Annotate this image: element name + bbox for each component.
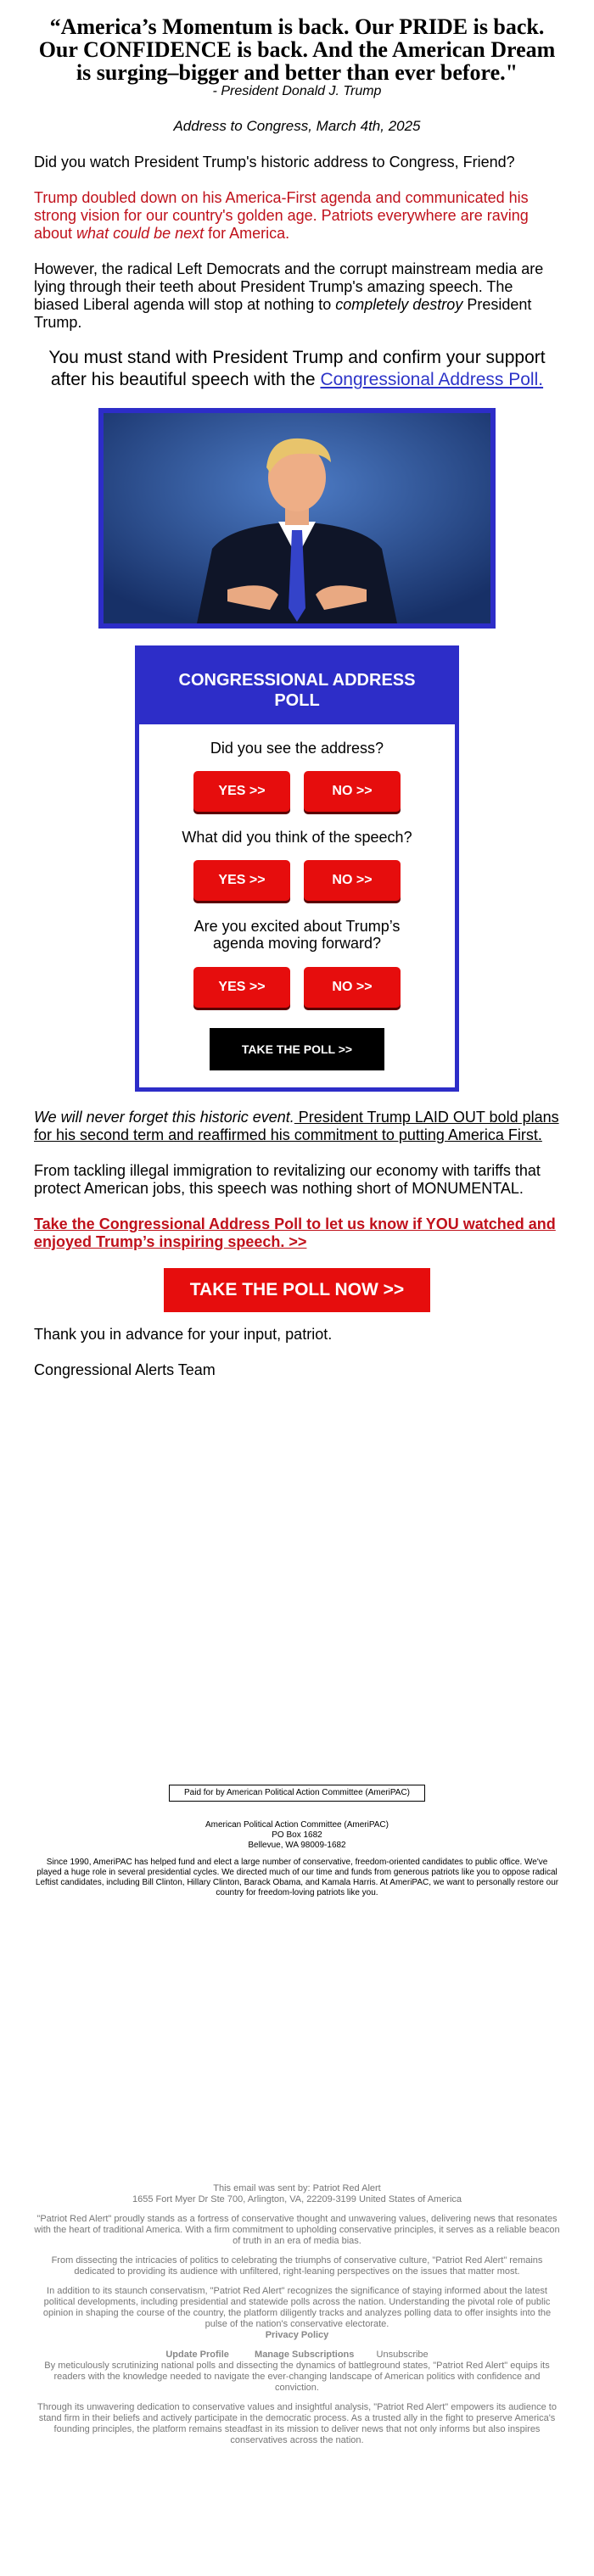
pac-about: Since 1990, AmeriPAC has helped fund and elect a large number of conservative, freedom-oriented candidates to public office. We've played a huge role in several presidential cycles. We directed much of our time and funds from generous patriots like you to oppose radical Leftist candidates, including Bill Clinton, Hillary Clinton, Barack Obama, and Kamala Harris. At AmeriPAC, we want to personally restore our country for freedom-loving patriots like you.	[35, 1858, 559, 1897]
paid-for-box: Paid for by American Political Action Committee (AmeriPAC)	[169, 1785, 425, 1802]
historic-paragraph	[34, 1109, 560, 1144]
agenda-emphasis: what could be next	[76, 225, 205, 242]
trump-photo-illustration	[104, 413, 490, 623]
support-text: You must stand with President Trump and confirm your support after his beautiful speech with the	[48, 348, 546, 389]
q3-yes-button[interactable]: YES >>	[193, 967, 290, 1008]
footer-about-4: By meticulously scrutinizing national polls and dissecting the dynamics of battleground states, "Patriot Red Alert" equips its readers with the knowledge needed to navigate the ever-changing landscape of American politics with confidence and conviction.	[44, 2361, 550, 2393]
poll-cta-link[interactable]: Take the Congressional Address Poll to let us know if YOU watched and enjoyed Trump’s inspiring speech. >>	[34, 1215, 556, 1250]
media-paragraph	[34, 260, 560, 332]
take-poll-button[interactable]: TAKE THE POLL >>	[210, 1028, 384, 1070]
footer-about-2: From dissecting the intricacies of politics to celebrating the triumphs of conservative culture, "Patriot Red Alert" remains dedicated to providing its audience with unfiltered, right-leaning perspectives on the issues that matter most.	[51, 2255, 543, 2277]
agenda-paragraph	[34, 189, 560, 243]
poll-question-2: What did you think of the speech?	[182, 829, 412, 846]
poll-question-3: Are you excited about Trump’s agenda moving forward?	[193, 918, 401, 952]
trump-photo[interactable]	[98, 408, 496, 629]
footer-links-row	[34, 2350, 560, 2361]
intro-paragraph: Did you watch President Trump's historic address to Congress, Friend?	[34, 154, 515, 170]
historic-emphasis: We will never forget this historic event.	[34, 1109, 294, 1126]
pac-org: American Political Action Committee (AmeriPAC)	[205, 1820, 389, 1830]
poll-question-1: Did you see the address?	[210, 740, 384, 757]
thank-you-text: Thank you in advance for your input, patriot.	[34, 1326, 333, 1343]
poll-box	[135, 645, 459, 1092]
quote-attribution: - President Donald J. Trump	[212, 84, 382, 98]
media-emphasis: completely destroy	[335, 296, 463, 313]
q2-yes-button[interactable]: YES >>	[193, 860, 290, 901]
q1-no-button[interactable]: NO >>	[304, 771, 401, 812]
q3-no-button[interactable]: NO >>	[304, 967, 401, 1008]
media-text-end: President Trump.	[34, 296, 532, 331]
unsubscribe-link[interactable]: Unsubscribe	[376, 2350, 429, 2360]
footer-about-1: "Patriot Red Alert" proudly stands as a fortress of conservative thought and unwavering values, delivering news that resonates with the heart of traditional America. With a firm commitment to upholding conservative principles, it serves as a reliable beacon of truth in an era of media bias.	[34, 2214, 560, 2246]
poll-link[interactable]: Congressional Address Poll.	[320, 370, 544, 389]
monumental-paragraph: From tackling illegal immigration to revitalizing our economy with tariffs that protect American jobs, this speech was nothing short of MONUMENTAL.	[34, 1162, 541, 1197]
manage-subscriptions-link[interactable]: Manage Subscriptions	[255, 2350, 355, 2360]
footer-address: 1655 Fort Myer Dr Ste 700, Arlington, VA, 22209-3199 United States of America	[132, 2194, 462, 2204]
poll-title: CONGRESSIONAL ADDRESS POLL	[139, 650, 455, 724]
q1-yes-button[interactable]: YES >>	[193, 771, 290, 812]
media-text: However, the radical Left Democrats and the corrupt mainstream media are lying through their teeth about President Trump's amazing speech. The biased Liberal agenda will stop at nothing to	[34, 260, 544, 313]
email-content	[34, 15, 560, 2446]
signature: Congressional Alerts Team	[34, 1361, 216, 1378]
address-date-line: Address to Congress, March 4th, 2025	[173, 118, 421, 134]
privacy-policy-link[interactable]: Privacy Policy	[265, 2330, 329, 2340]
historic-underlined: President Trump LAID OUT bold plans for his second term and reaffirmed his commitment to putting America First.	[34, 1109, 559, 1143]
agenda-text-end: for America.	[204, 225, 290, 242]
pac-box: PO Box 1682	[272, 1830, 322, 1840]
footer-sent-by: This email was sent by: Patriot Red Alert	[213, 2183, 381, 2193]
take-poll-now-button[interactable]: TAKE THE POLL NOW >>	[164, 1268, 430, 1312]
agenda-text: Trump doubled down on his America-First agenda and communicated his strong vision for our country's golden age. Patriots everywhere are raving about	[34, 189, 529, 242]
support-paragraph	[34, 347, 560, 391]
pac-city: Bellevue, WA 98009-1682	[248, 1841, 346, 1850]
update-profile-link[interactable]: Update Profile	[165, 2350, 229, 2360]
footer-privacy-row	[34, 2330, 560, 2341]
footer-about-5: Through its unwavering dedication to conservative values and insightful analysis, "Patriot Red Alert" empowers its audience to stand firm in their beliefs and actively participate in the democratic process. As a trusted ally in the fight to preserve America's founding principles, the platform remains steadfast in its mission to deliver news that not only informs but also inspires conservatives across the nation.	[37, 2402, 557, 2445]
headline-quote: “America’s Momentum is back. Our PRIDE is back. Our CONFIDENCE is back. And the American Dream is surging–bigger and better than ever before."	[38, 14, 556, 85]
footer-about-3: In addition to its staunch conservatism, "Patriot Red Alert" recognizes the significance of staying informed about the latest political developments, including presidential and statewide polls across the nation. Understanding the pivotal role of public opinion in shaping the course of the country, the platform diligently tracks and analyzes polling data to offer insights into the pulse of the nation's conservative electorate.	[42, 2286, 552, 2329]
q2-no-button[interactable]: NO >>	[304, 860, 401, 901]
